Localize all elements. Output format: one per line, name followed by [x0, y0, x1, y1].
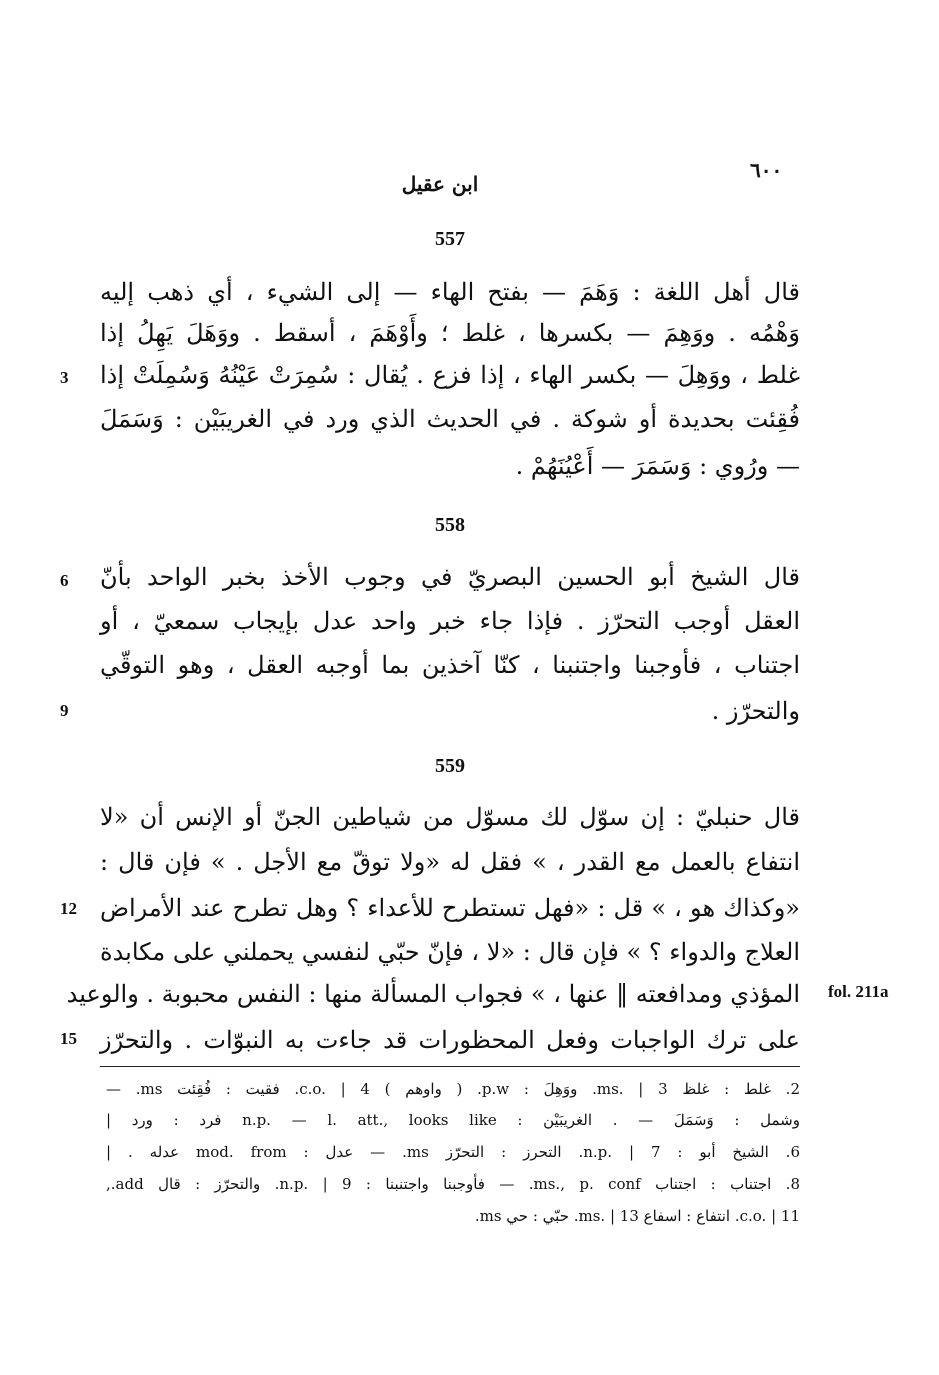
- line-number: 3: [60, 368, 69, 387]
- line-number: 15: [60, 1029, 77, 1048]
- page-number: ٦٠٠: [750, 158, 783, 182]
- section-558-line-4: والتحرّز .: [711, 697, 800, 725]
- section-559-line-4: العلاج والدواء ؟ » فإن قال : «لا ، فإنّ حبّي لنفسي يحملني على مكابدة: [100, 938, 800, 966]
- section-559-line-2: انتفاع بالعمل مع القدر ، » فقل له «ولا توقّ مع الأجل . » فإن قال :: [100, 848, 800, 876]
- line-number: 9: [60, 701, 69, 720]
- footnote-line-4: 8. اجتناب : اجتناب ms., p. conf. — فأوجبنا واجتنبنا : n.p. | 9. والتحرّز : قال add.,: [106, 1175, 800, 1193]
- section-559-line-5: المؤذي ومدافعته ‖ عنها ، » فجواب المسألة منها : النفس محبوبة . والوعيد: [66, 980, 800, 1008]
- footnote-line-5: c.o. | 11. انتفاع : اسفاع ms. | 13. حبّي : حي ms.: [474, 1207, 800, 1225]
- line-number: 12: [60, 899, 77, 918]
- section-557-line-4: فُقِئت بحديدة أو شوكة . في الحديث الذي ورد في الغريبَيْن : وَسَمَلَ: [100, 405, 800, 433]
- section-557-line-1: قال أهل اللغة : وَهَمَ — بفتح الهاء — إلى الشيء ، أي ذهب إليه: [100, 278, 800, 306]
- folio-marker: fol. 211a: [828, 982, 889, 1001]
- section-559-line-1: قال حنبليّ : إن سوّل لك مسوّل من شياطين الجنّ أو الإنس أن «لا: [100, 803, 800, 831]
- section-559-line-3: «وكذاك هو ، » قل : «فهل تستطرح للأعداء ؟ وهل تطرح عند الأمراض: [100, 894, 800, 922]
- section-number-557: 557: [435, 228, 465, 250]
- section-558-line-1: قال الشيخ أبو الحسين البصريّ في وجوب الأخذ بخبر الواحد بأنّ: [100, 563, 800, 591]
- section-558-line-2: العقل أوجب التحرّز . فإذا جاء خبر واحد عدل بإيجاب سمعيّ ، أو: [100, 607, 800, 635]
- section-557-line-5: — ورُوي : وَسَمَرَ — أَعْيُنَهُمْ .: [515, 452, 800, 480]
- section-558-line-3: اجتناب ، فأوجبنا واجتنبنا ، كنّا آخذين بما أوجبه العقل ، وهو التوقّي: [100, 651, 800, 679]
- footnote-line-2: وشمل : وَسَمَلَ — . الغريبَيْن : n.p. — l. att., looks like فرد : ورد |: [106, 1111, 800, 1129]
- running-title: ابن عقيل: [401, 172, 479, 196]
- section-559-line-6: على ترك الواجبات وفعل المحظورات قد جاءت به النبوّات . والتحرّز: [100, 1026, 800, 1054]
- section-number-558: 558: [435, 514, 465, 536]
- footnote-line-1: 2. غلط : غلظ ms. | 3. ووَهِلَ : p.w. ( واوهم ) c.o. | 4. فقيت : فُقِئت ms. —: [106, 1080, 801, 1098]
- section-557-line-3: غلط ، ووَهِلَ — بكسر الهاء ، إذا فزع . يُقال : سُمِرَتْ عَيْنُهُ وَسُمِلَتْ إذا: [100, 361, 800, 389]
- footnote-rule: [100, 1066, 800, 1067]
- section-557-line-2: وَهْمُه . ووَهِمَ — بكسرها ، غلط ؛ وأَوْهَمَ ، أسقط . ووَهَلَ يَهِلُ إذا: [100, 319, 800, 347]
- footnote-line-3: 6. الشيخ أبو : n.p. | 7. التحرز : التحرّز ms. — عدل : mod. from عدله . |: [106, 1143, 800, 1161]
- section-number-559: 559: [435, 755, 465, 777]
- line-number: 6: [60, 571, 69, 590]
